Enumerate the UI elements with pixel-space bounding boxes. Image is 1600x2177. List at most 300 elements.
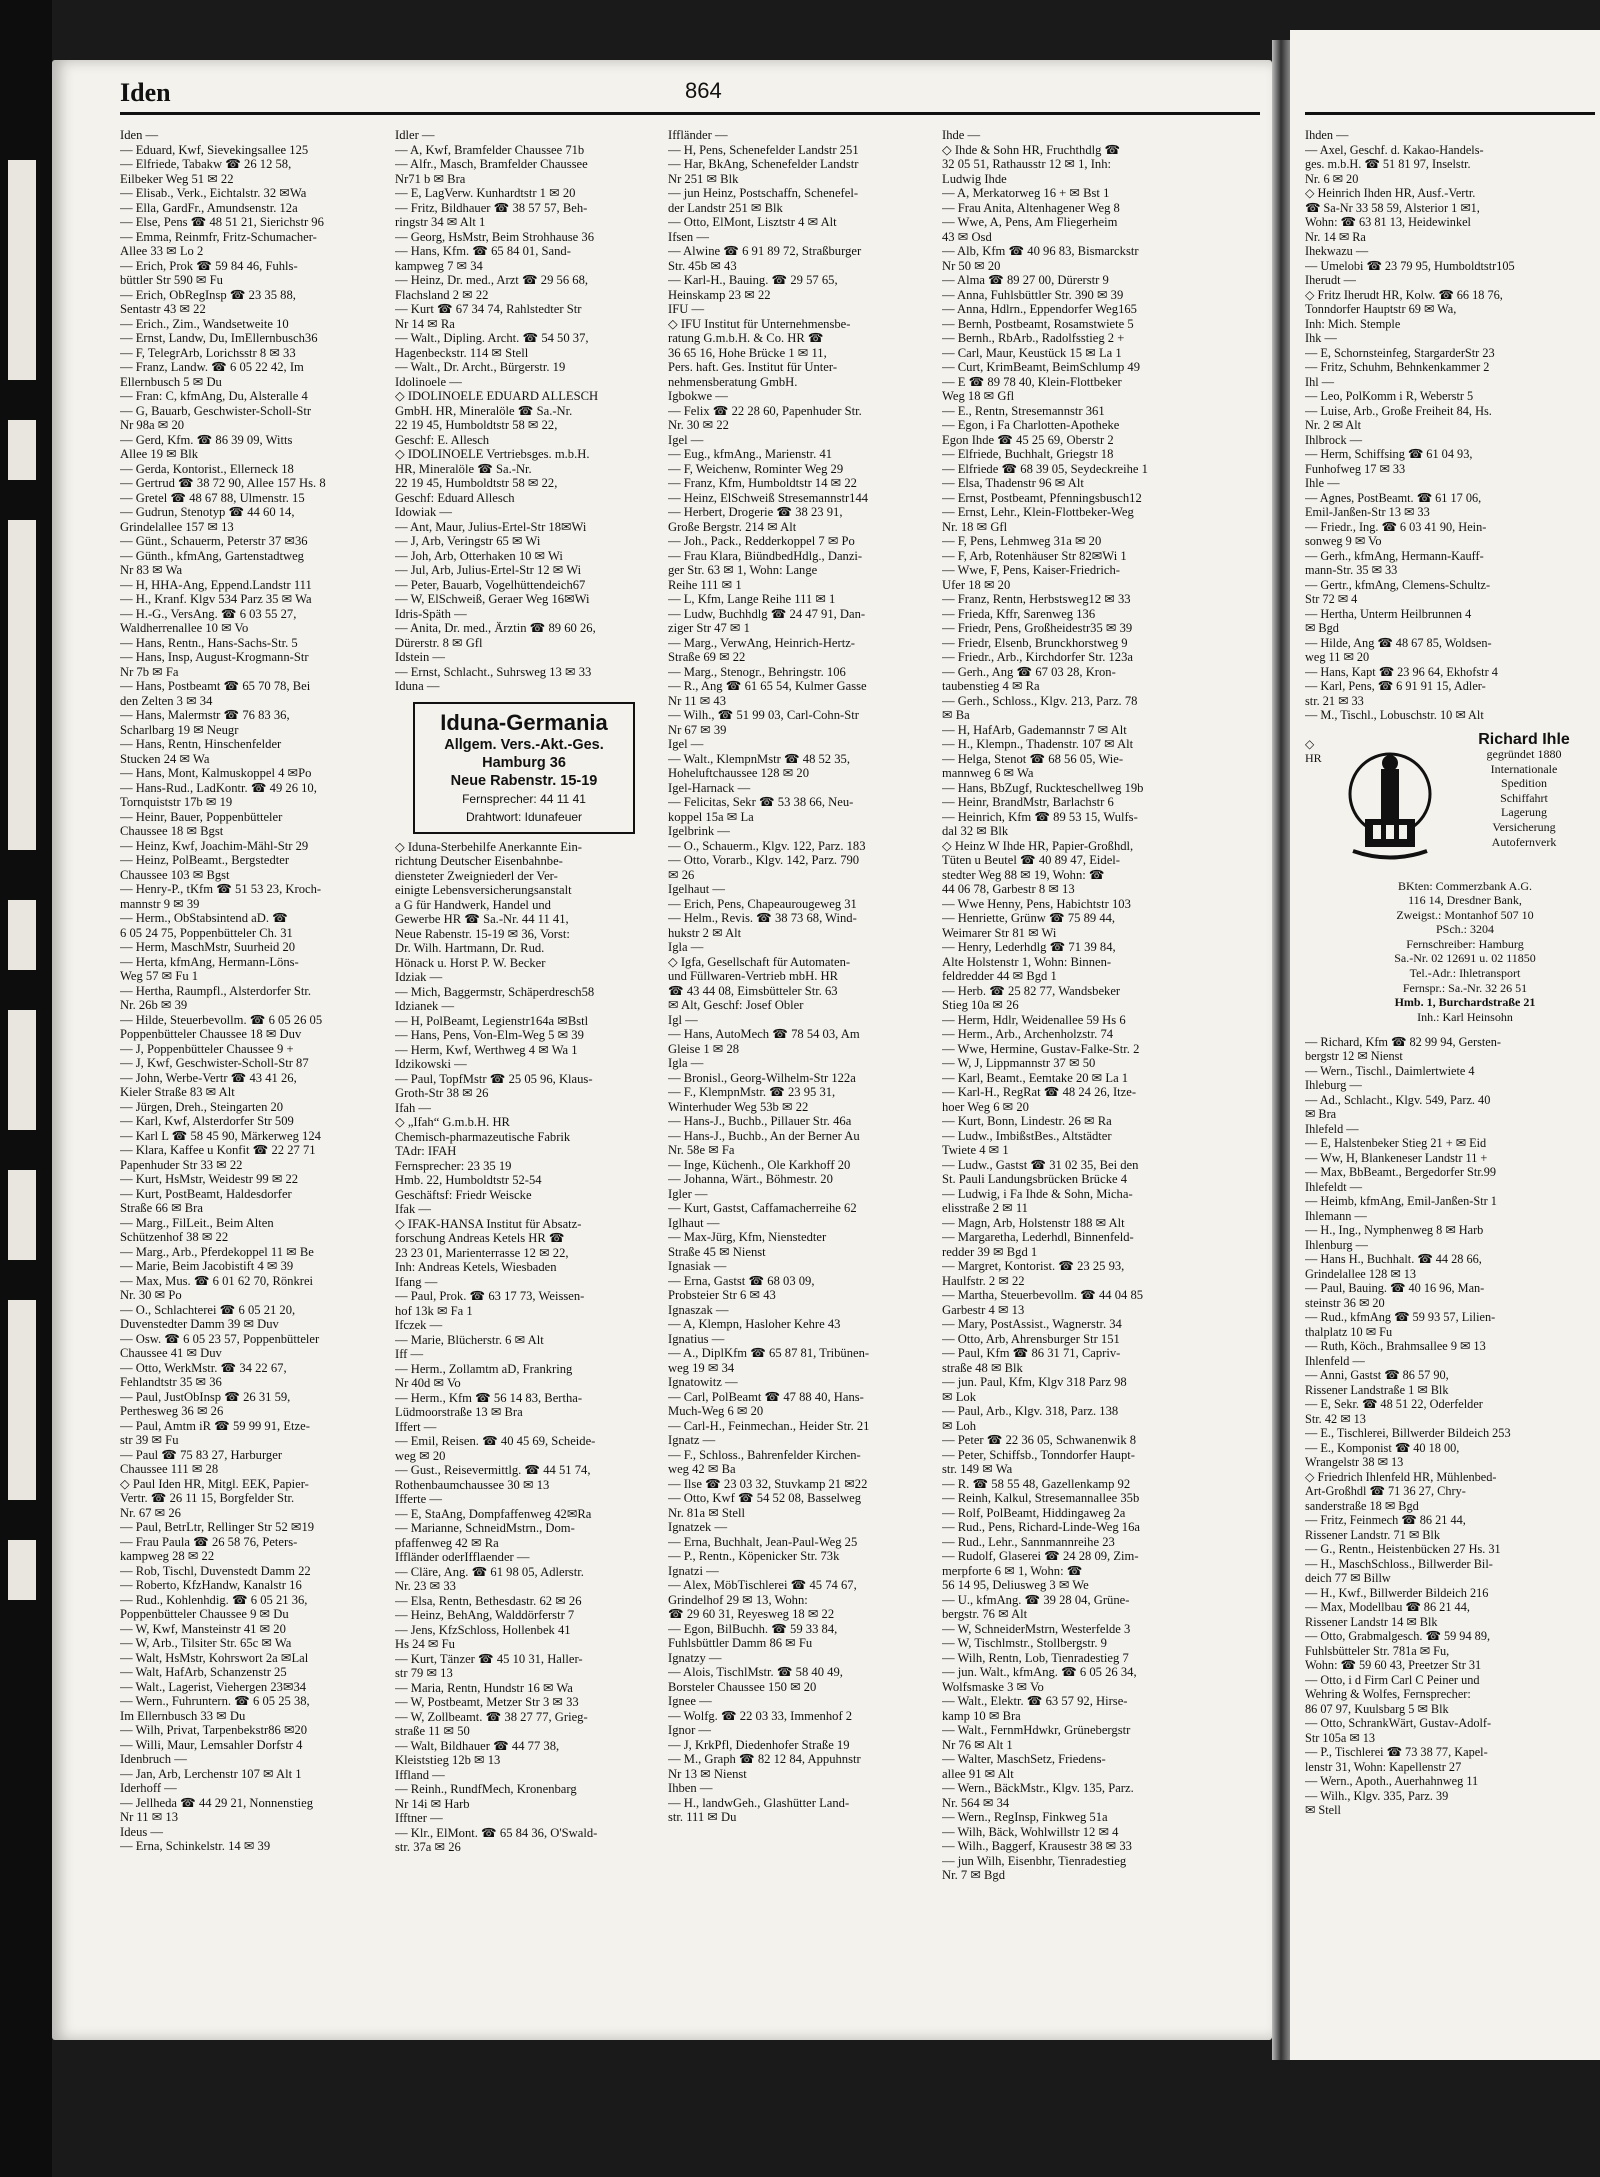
directory-entry: — Franz, Kfm, Humboldtstr 14 ✉ 22 (668, 476, 857, 490)
directory-entry: Eilbeker Weg 51 ✉ 22 (120, 171, 234, 186)
directory-entry: — E., Komponist ☎ 40 18 00, (1305, 1440, 1460, 1455)
directory-entry: — Karl, Kwf, Alsterdorfer Str 509 (120, 1114, 294, 1128)
directory-entry: — Friedr, Pens, Großheidestr35 ✉ 39 (942, 621, 1133, 635)
directory-entry: Fuhlsbüttler Damm 86 ✉ Fu (668, 1636, 813, 1650)
directory-entry: Fuhlsbütteler Str. 781a ✉ Fu, (1305, 1643, 1450, 1658)
directory-entry: Ludwig Ihde (942, 171, 1007, 186)
directory-entry: ges. m.b.H. ☎ 51 81 97, Inselstr. (1305, 157, 1471, 171)
directory-entry: — Helga, Stenot ☎ 68 56 05, Wie- (942, 751, 1124, 766)
directory-entry: Nr 76 ✉ Alt 1 (942, 1737, 1013, 1752)
directory-entry: Nr71 b ✉ Bra (395, 171, 466, 186)
directory-entry: Scharlbarg 19 ✉ Neugr (120, 722, 239, 737)
directory-entry: Igelbrink — (668, 824, 730, 838)
directory-entry: Probsteier Str 6 ✉ 43 (668, 1288, 776, 1302)
directory-entry: — Cläre, Ang. ☎ 61 98 05, Adlerstr. (395, 1564, 584, 1579)
directory-entry: ✉ Loh (942, 1418, 976, 1433)
directory-entry: — Max, Modellbau ☎ 86 21 44, (1305, 1600, 1470, 1614)
directory-entry: Ellernbusch 5 ✉ Du (120, 374, 222, 389)
page-header (120, 78, 1250, 112)
directory-entry: 22 19 45, Humboldtstr 58 ✉ 22, (395, 476, 558, 490)
directory-entry: Nr. 6 ✉ 20 (1305, 171, 1359, 186)
directory-entry: — A, Kwf, Bramfelder Chaussee 71b (395, 142, 585, 157)
directory-entry: — Paul, Arb., Klgv. 318, Parz. 138 (942, 1404, 1119, 1418)
directory-entry: — Max, Mus. ☎ 6 01 62 70, Rönkrei (120, 1273, 314, 1288)
ad-company-name: Richard Ihle (1478, 730, 1570, 748)
directory-entry: — Ernst, Postbeamt, Pfenningsbusch12 (942, 490, 1142, 505)
directory-entry: — Henry, Lederhdlg ☎ 71 39 84, (942, 940, 1116, 954)
directory-entry: — H., MaschSchloss., Billwerder Bil- (1305, 1556, 1493, 1571)
directory-entry: — Fritz, Schuhm, Behnkenkammer 2 (1305, 360, 1490, 374)
ad-phone: Fernsprecher: 44 11 41 (462, 791, 586, 806)
directory-entry: Wolfsmaske 3 ✉ Vo (942, 1679, 1044, 1694)
directory-entry: Nr 7b ✉ Fa (120, 664, 179, 679)
directory-entry: Hs 24 ✉ Fu (395, 1637, 455, 1651)
directory-entry: — Otto, Kwf ☎ 54 52 08, Basselweg (668, 1491, 862, 1505)
directory-entry: Ignee — (668, 1694, 712, 1708)
directory-entry: — Henriette, Grünw ☎ 75 89 44, (942, 911, 1116, 925)
directory-entry: — jun. Walt., kfmAng. ☎ 6 05 26 34, (942, 1665, 1137, 1679)
directory-entry: — Gudrun, Stenotyp ☎ 44 60 14, (120, 505, 295, 519)
directory-entry: — W, Tischlmstr., Stollbergstr. 9 (942, 1636, 1107, 1650)
directory-entry: — Otto, Arb, Ahrensburger Str 151 (942, 1331, 1120, 1346)
directory-entry: — Otto, i d Firm Carl C Peiner und (1305, 1672, 1480, 1687)
directory-entry: bergstr. 76 ✉ Alt (942, 1607, 1028, 1621)
directory-entry: — J, KrkPfl, Diedenhofer Straße 19 (668, 1737, 850, 1752)
directory-entry: — G., Rentn., Heistenbücken 27 Hs. 31 (1305, 1542, 1501, 1556)
ad-bank: BKten: Commerzbank A.G. (1398, 878, 1532, 893)
directory-entry: — Frau Klara, BiündbedHdlg., Danzi- (668, 548, 863, 563)
ad-title: Iduna-Germania (440, 709, 608, 735)
directory-entry: — G, Bauarb, Geschwister-Scholl-Str (120, 403, 312, 418)
directory-entry: Ufer 18 ✉ 20 (942, 577, 1011, 592)
directory-entry: Nr. 67 ✉ 26 (120, 1505, 181, 1520)
ad-bottom-text (1345, 879, 1585, 1025)
directory-entry: — Hans, Rentn., Hans-Sachs-Str. 5 (120, 635, 298, 650)
directory-entry: Idziak — (395, 970, 443, 984)
directory-entry: — R. ☎ 58 55 48, Gazellenkamp 92 (942, 1476, 1131, 1491)
directory-entry: richtung Deutscher Eisenbahnbe- (395, 854, 563, 868)
ad-right-text (1455, 730, 1593, 850)
directory-entry: weg 11 ✉ 20 (1305, 650, 1370, 664)
directory-entry: Ihlefeld — (1305, 1121, 1359, 1136)
directory-entry: mannstr 9 ✉ 39 (120, 896, 200, 911)
directory-entry: — Emma, Reinmfr, Fritz-Schumacher- (120, 229, 317, 244)
directory-entry: der Landstr 251 ✉ Blk (668, 200, 783, 215)
directory-entry: und Füllwaren-Vertrieb mbH. HR (668, 969, 838, 983)
directory-entry: ◇ Ihde & Sohn HR, Fruchthdlg ☎ (942, 142, 1121, 157)
directory-entry: Nr 67 ✉ 39 (668, 722, 727, 737)
directory-entry: Iffland — (395, 1767, 445, 1782)
directory-entry: Iffländer oderIfflaender — (395, 1550, 530, 1564)
directory-entry: — Helm., Revis. ☎ 38 73 68, Wind- (668, 911, 857, 925)
directory-entry: str. 37a ✉ 26 (395, 1840, 461, 1854)
book-gutter (1272, 40, 1290, 2060)
directory-entry: — E, StaAng, Dompfaffenweg 42✉Ra (395, 1506, 592, 1521)
directory-entry: Idenbruch — (120, 1752, 187, 1766)
directory-entry: — W, Arb., Tilsiter Str. 65c ✉ Wa (120, 1636, 292, 1650)
directory-entry: — Gerda, Kontorist., Ellerneck 18 (120, 461, 294, 476)
directory-entry: — Gerh., Schloss., Klgv. 213, Parz. 78 (942, 693, 1138, 708)
directory-entry: kamp 10 ✉ Bra (942, 1708, 1021, 1723)
directory-entry: weg 42 ✉ Ba (668, 1462, 736, 1476)
directory-entry: — Elfriede, Tabakw ☎ 26 12 58, (120, 157, 292, 171)
directory-entry: — Erich, Pens, Chapeaurougeweg 31 (668, 896, 857, 911)
directory-entry: — Marg., VerwAng, Heinrich-Hertz- (668, 635, 855, 650)
directory-entry: — Heinz, BehAng, Walddörferstr 7 (395, 1608, 575, 1622)
ad-telex: Sa.-Nr. 02 12691 u. 02 11850 (1394, 951, 1536, 966)
directory-entry: Tornquiststr 17b ✉ 19 (120, 795, 233, 809)
directory-entry: Nr. 26b ✉ 39 (120, 998, 188, 1012)
directory-entry: Idzianek — (395, 999, 455, 1013)
directory-entry: ☎ 29 60 31, Reyesweg 18 ✉ 22 (668, 1607, 835, 1621)
directory-entry: Ifftner — (395, 1811, 443, 1825)
directory-entry: koppel 15a ✉ La (668, 809, 754, 824)
directory-entry: Lüdmoorstraße 13 ✉ Bra (395, 1405, 523, 1419)
ad-owner: Inh.: Karl Heinsohn (1417, 1009, 1513, 1024)
directory-entry: — H, HafArb, Gademannstr 7 ✉ Alt (942, 722, 1127, 737)
directory-entry: Ignatzy — (668, 1650, 722, 1665)
directory-entry: Straße 45 ✉ Nienst (668, 1244, 766, 1259)
directory-entry: Borsteler Chaussee 150 ✉ 20 (668, 1679, 817, 1694)
directory-entry: Igla — (668, 940, 704, 954)
directory-entry: str 39 ✉ Fu (120, 1433, 179, 1447)
directory-entry: — Bernh., RbArb., Radolfsstieg 2 + (942, 331, 1125, 345)
directory-entry: Idler — (395, 128, 435, 142)
directory-entry: — Wwe, A, Pens, Am Fliegerheim (942, 215, 1118, 229)
directory-entry: — Kurt, HsMstr, Weidestr 99 ✉ 22 (120, 1172, 299, 1186)
directory-entry: — A, Klempn, Hasloher Kehre 43 (668, 1317, 841, 1331)
directory-entry: Ihl — (1305, 374, 1335, 389)
directory-entry: hoer Weg 6 ✉ 20 (942, 1099, 1029, 1114)
directory-entry: — Rob, Tischl, Duvenstedt Damm 22 (120, 1563, 311, 1578)
directory-entry: Papenhuder Str 33 ✉ 22 (120, 1157, 243, 1172)
directory-entry: Fehlandtstr 35 ✉ 36 (120, 1375, 222, 1389)
ad-subtitle: Allgem. Vers.-Akt.-Ges. (444, 736, 604, 753)
directory-entry: Str 72 ✉ 4 (1305, 592, 1358, 606)
directory-entry: — Hertha, Unterm Heilbrunnen 4 (1305, 606, 1472, 621)
directory-entry: ✉ Bgd (1305, 621, 1339, 635)
directory-entry: — Klara, Kaffee u Konfit ☎ 22 27 71 (120, 1143, 316, 1157)
ad-line: Versicherung (1492, 820, 1556, 835)
directory-entry: — Heinrich, Kfm ☎ 89 53 15, Wulfs- (942, 809, 1138, 824)
directory-entry: Nr. 81a ✉ Stell (668, 1505, 746, 1520)
directory-entry: — Reinh, Kalkul, Stresemannallee 35b (942, 1491, 1140, 1505)
directory-entry: weg 19 ✉ 34 (668, 1360, 735, 1375)
directory-entry: — Elisab., Verk., Eichtalstr. 32 ✉Wa (120, 186, 307, 200)
directory-entry: — Ernst, Landw, Du, ImEllernbusch36 (120, 331, 318, 345)
directory-entry: — Frau Paula ☎ 26 58 76, Peters- (120, 1534, 298, 1549)
directory-entry: weg ✉ 20 (395, 1448, 446, 1463)
directory-entry: ☎ Sa-Nr 33 58 59, Alsterior 1 ✉1, (1305, 200, 1480, 215)
directory-entry: — Paul, JustObInsp ☎ 26 31 59, (120, 1389, 291, 1404)
directory-entry: Nr 14 ✉ Ra (395, 316, 455, 331)
directory-entry: taubenstieg 4 ✉ Ra (942, 679, 1040, 693)
directory-entry: — Herm, Hdlr, Weidenallee 59 Hs 6 (942, 1012, 1126, 1027)
directory-entry: Nr 50 ✉ 20 (942, 258, 1001, 273)
directory-entry: — Felix ☎ 22 28 60, Papenhuder Str. (668, 403, 862, 418)
ad-marker: ◇ HR (1305, 736, 1322, 765)
directory-entry: ger Str. 63 ✉ 1, Wohn: Lange (668, 563, 818, 577)
directory-entry: — Hans, BbZugf, Ruckteschellweg 19b (942, 780, 1144, 795)
directory-entry: — Walt, HafArb, Schanzenstr 25 (120, 1665, 287, 1679)
directory-entry: forschung Andreas Ketels HR ☎ (395, 1231, 565, 1245)
directory-entry: — Wilh., Baggerf, Krausestr 38 ✉ 33 (942, 1839, 1132, 1853)
directory-entry: ziger Str 47 ✉ 1 (668, 621, 750, 635)
directory-entry: Nr 11 ✉ 13 (120, 1810, 179, 1824)
directory-entry: Ifah — (395, 1100, 432, 1115)
ship-logo-icon (1335, 739, 1445, 869)
directory-entry: — W, J, Lippmannstr 37 ✉ 50 (942, 1056, 1096, 1070)
directory-entry: — Elsa, Rentn, Bethesdastr. 62 ✉ 26 (395, 1593, 582, 1608)
directory-entry: — Erna, Buchhalt, Jean-Paul-Weg 25 (668, 1534, 858, 1549)
directory-entry: — Gertr., kfmAng, Clemens-Schultz- (1305, 577, 1491, 592)
directory-entry: Ignatzi — (668, 1563, 719, 1578)
directory-entry: kampweg 7 ✉ 34 (395, 258, 483, 273)
directory-entry: — H, PolBeamt, Legienstr164a ✉Bstl (395, 1013, 589, 1028)
directory-entry: Ihlbrock — (1305, 432, 1363, 447)
directory-entry: — H., Klempn., Thadenstr. 107 ✉ Alt (942, 737, 1134, 751)
directory-entry: — Hans, Postbeamt ☎ 65 70 78, Bei (120, 679, 311, 693)
directory-entry: Igel-Harnack — (668, 780, 751, 795)
directory-entry: str. 149 ✉ Wa (942, 1462, 1013, 1476)
directory-entry: — Egon, i Fa Charlotten-Apotheke (942, 418, 1120, 432)
directory-entry: Idris-Späth — (395, 606, 467, 621)
directory-entry: ◇ Paul Iden HR, Mitgl. EEK, Papier- (120, 1476, 309, 1491)
directory-entry: — Herm, MaschMstr, Suurheid 20 (120, 940, 296, 954)
directory-entry: — Herta, kfmAng, Hermann-Löns- (120, 954, 299, 969)
directory-entry: diensteter Zweigniederl der Ver- (395, 868, 558, 883)
directory-entry: Weg 18 ✉ Gfl (942, 389, 1015, 403)
directory-entry: — Günth., kfmAng, Gartenstadtweg (120, 548, 304, 563)
directory-entry: — Egon, BilBuchh. ☎ 59 33 84, (668, 1621, 838, 1636)
directory-column-3 (668, 128, 930, 1825)
directory-entry: — Frau Anita, Altenhagener Weg 8 (942, 200, 1120, 215)
directory-entry: redder 39 ✉ Bgd 1 (942, 1244, 1038, 1259)
directory-entry: Wehring & Wolfes, Fernsprecher: (1305, 1687, 1471, 1701)
directory-entry: Inh: Andreas Ketels, Wiesbaden (395, 1260, 557, 1274)
directory-entry: — Har, BkAng, Schenefelder Landstr (668, 157, 859, 171)
directory-entry: — Heimb, kfmAng, Emil-Janßen-Str 1 (1305, 1194, 1497, 1208)
directory-entry: ✉ Bra (1305, 1107, 1337, 1121)
directory-entry: — Erna, Gastst ☎ 68 03 09, (668, 1273, 815, 1288)
directory-entry: Iffländer — (668, 128, 728, 142)
directory-entry: — Wilh., Klgv. 335, Parz. 39 (1305, 1788, 1449, 1803)
directory-entry: — Hans H., Buchhalt. ☎ 44 28 66, (1305, 1252, 1482, 1266)
directory-entry: — Walt., Lagerist, Viehergen 23✉34 (120, 1679, 307, 1694)
directory-entry: merpforte 6 ✉ 1, Wohn: ☎ (942, 1563, 1083, 1578)
directory-entry: — H., Kranf. Klgv 534 Parz 35 ✉ Wa (120, 592, 312, 606)
directory-entry: ◇ Fritz Iherudt HR, Kolw. ☎ 66 18 76, (1305, 287, 1503, 302)
directory-entry: — Heinr, Bauer, Poppenbütteler (120, 809, 283, 824)
directory-entry: — Paul, BetrLtr, Rellinger Str 52 ✉19 (120, 1520, 315, 1534)
directory-entry: Ihben — (668, 1781, 713, 1795)
directory-entry: — Joh, Arb, Otterhaken 10 ✉ Wi (395, 548, 563, 563)
directory-entry: — Franz, Rentn, Herbstsweg12 ✉ 33 (942, 592, 1131, 606)
directory-entry: — Rud., kfmAng ☎ 59 93 57, Lilien- (1305, 1310, 1496, 1324)
directory-entry: Ihekwazu — (1305, 244, 1369, 258)
directory-entry: — Friedr., Arb., Kirchdorfer Str. 123a (942, 650, 1133, 664)
page-number: 864 (685, 78, 722, 103)
directory-entry: Tüten u Beutel ☎ 40 89 47, Eidel- (942, 853, 1120, 867)
directory-entry: straße 48 ✉ Blk (942, 1360, 1023, 1375)
directory-entry: — Marg., FilLeit., Beim Alten (120, 1215, 274, 1230)
directory-entry: — Paul, Prok. ☎ 63 17 73, Weissen- (395, 1289, 585, 1303)
directory-entry: — E, Schornsteinfeg, StargarderStr 23 (1305, 345, 1495, 360)
directory-entry: — Willi, Maur, Lemsahler Dorfstr 4 (120, 1737, 303, 1752)
directory-entry: — E, Sekr. ☎ 48 51 22, Oderfelder (1305, 1397, 1483, 1411)
directory-entry: — Heinr, BrandMstr, Barlachstr 6 (942, 795, 1114, 809)
directory-entry: Ideus — (120, 1824, 164, 1839)
directory-entry: — Joh., Pack., Redderkoppel 7 ✉ Po (668, 534, 855, 548)
directory-entry: — Jul, Arb, Julius-Ertel-Str 12 ✉ Wi (395, 563, 582, 577)
directory-entry: ◇ IFU Institut für Unternehmensbe- (668, 316, 851, 331)
directory-entry: — Kurt, PostBeamt, Haldesdorfer (120, 1186, 292, 1201)
directory-entry: Straße 69 ✉ 22 (668, 650, 746, 664)
directory-entry: — Heinz, PolBeamt., Bergstedter (120, 853, 290, 867)
directory-entry: Dürerstr. 8 ✉ Gfl (395, 635, 483, 650)
directory-entry: Alte Holstenstr 1, Wohn: Binnen- (942, 954, 1112, 969)
ad-telegram: Drahtwort: Idunafeuer (465, 809, 583, 824)
directory-entry: Igl — (668, 1012, 698, 1027)
directory-entry: Iduna — (395, 679, 440, 693)
directory-entry: — Carl, Maur, Keustück 15 ✉ La 1 (942, 345, 1122, 360)
directory-entry: — W, SchneiderMstrn, Westerfelde 3 (942, 1621, 1131, 1636)
directory-entry: — Karl L ☎ 58 45 90, Märkerweg 124 (120, 1128, 321, 1143)
directory-entry: — Max, BbBeamt., Bergedorfer Str.99 (1305, 1165, 1497, 1179)
directory-entry: — J, Kwf, Geschwister-Scholl-Str 87 (120, 1056, 309, 1070)
directory-entry: ☎ 43 44 08, Eimsbütteler Str. 63 (668, 983, 838, 998)
directory-entry: Nr 40d ✉ Vo (395, 1376, 461, 1390)
directory-entry: Straße 66 ✉ Bra (120, 1201, 203, 1215)
directory-entry: Haulfstr. 2 ✉ 22 (942, 1273, 1025, 1288)
directory-entry: — Wilh, Bäck, Wohlwillstr 12 ✉ 4 (942, 1824, 1119, 1839)
directory-entry: — W, ElSchweiß, Geraer Weg 16✉Wi (395, 592, 590, 606)
directory-entry: Perthesweg 36 ✉ 26 (120, 1404, 224, 1418)
directory-entry: 44 06 78, Garbestr 8 ✉ 13 (942, 882, 1075, 896)
directory-entry: Chaussee 18 ✉ Bgst (120, 824, 224, 838)
directory-entry: Str 105a ✉ 13 (1305, 1730, 1376, 1745)
directory-entry: Waldherrenallee 10 ✉ Vo (120, 621, 249, 635)
directory-entry: — Inge, Küchenh., Ole Karkhoff 20 (668, 1157, 851, 1172)
directory-entry: Nr. 564 ✉ 34 (942, 1795, 1010, 1810)
directory-entry: — Karl, Beamt., Eemtake 20 ✉ La 1 (942, 1070, 1129, 1085)
directory-entry: Chaussee 103 ✉ Bgst (120, 867, 230, 882)
directory-entry: Ihlenfeld — (1305, 1353, 1365, 1368)
directory-entry: Duvenstedter Damm 39 ✉ Duv (120, 1317, 279, 1331)
directory-entry: — P., Tischlerei ☎ 73 38 77, Kapel- (1305, 1745, 1488, 1759)
directory-entry: — Ludwig, i Fa Ihde & Sohn, Micha- (942, 1186, 1133, 1201)
directory-entry: — Paul, Bauing. ☎ 40 16 96, Man- (1305, 1281, 1485, 1295)
directory-entry: Nr. 30 ✉ Po (120, 1288, 182, 1302)
directory-entry: — Wwe, Hermine, Gustav-Falke-Str. 2 (942, 1041, 1140, 1056)
ad-bank: Zweigst.: Montanhof 507 10 (1396, 907, 1534, 922)
directory-entry: Idstein — (395, 650, 446, 664)
directory-entry: 22 19 45, Humboldtstr 58 ✉ 22, (395, 418, 558, 432)
directory-entry: — W, Postbeamt, Metzer Str 3 ✉ 33 (395, 1695, 579, 1709)
directory-entry: — Curt, KrimBeamt, BeimSchlump 49 (942, 360, 1140, 374)
directory-entry: Ifczek — (395, 1318, 443, 1332)
directory-entry: — Bernh, Postbeamt, Rosamstwiete 5 (942, 316, 1134, 331)
directory-entry: Iherudt — (1305, 273, 1356, 287)
directory-entry: 6 05 24 75, Poppenbütteler Ch. 31 (120, 925, 293, 940)
directory-entry: Igla — (668, 1056, 704, 1070)
directory-entry: — Axel, Geschf. d. Kakao-Handels- (1305, 142, 1484, 157)
directory-entry: — Ella, GardFr., Amundsenstr. 12a (120, 200, 298, 215)
directory-column-1 (120, 128, 382, 1854)
directory-entry: — Walt., FernmHdwkr, Grünebergstr (942, 1723, 1131, 1737)
directory-entry: ◇ IFAK-HANSA Institut für Absatz- (395, 1216, 582, 1231)
directory-entry: — Gretel ☎ 48 67 88, Ulmenstr. 15 (120, 490, 305, 505)
directory-entry: — Friedr., Ing. ☎ 6 03 41 90, Hein- (1305, 519, 1487, 534)
directory-entry: sanderstraße 18 ✉ Bgd (1305, 1498, 1419, 1513)
directory-entry: thalplatz 10 ✉ Fu (1305, 1324, 1393, 1339)
directory-entry: — Herm., ObStabsintend aD. ☎ (120, 911, 288, 925)
directory-entry: ◇ Igfa, Gesellschaft für Automaten- (668, 954, 851, 969)
directory-entry: — Alfr., Masch, Bramfelder Chaussee (395, 157, 588, 171)
directory-entry: — U., kfmAng. ☎ 39 28 04, Grüne- (942, 1592, 1130, 1607)
directory-entry: — Günt., Schauerm, Peterstr 37 ✉36 (120, 534, 308, 548)
directory-entry: pfaffenweg 42 ✉ Ra (395, 1535, 499, 1550)
directory-entry: — Hans, Pens, Von-Elm-Weg 5 ✉ 39 (395, 1028, 584, 1042)
directory-entry: — Wilh., ☎ 51 99 03, Carl-Cohn-Str (668, 708, 859, 722)
directory-entry: — Herm., Arb., Archenholzstr. 74 (942, 1027, 1114, 1041)
directory-column-4 (942, 128, 1222, 1883)
directory-entry: Chaussee 41 ✉ Duv (120, 1346, 222, 1360)
directory-entry: — Marianne, SchneidMstrn., Dom- (395, 1521, 575, 1535)
directory-entry: — Hans-J., Buchb., An der Berner Au (668, 1128, 860, 1143)
directory-entry: — Peter ☎ 22 36 05, Schwanenwik 8 (942, 1433, 1137, 1447)
directory-entry: — Frieda, Kffr, Sarenweg 136 (942, 606, 1096, 621)
directory-entry: — H.-G., VersAng. ☎ 6 03 55 27, (120, 606, 297, 621)
directory-entry: — Martha, Steuerbevollm. ☎ 44 04 85 (942, 1288, 1144, 1302)
directory-entry: — Herm., Zollamtm aD, Frankring (395, 1361, 573, 1376)
directory-entry: — Marg., Arb., Pferdekoppel 11 ✉ Be (120, 1244, 314, 1259)
directory-entry: Chemisch-pharmazeutische Fabrik (395, 1129, 571, 1144)
directory-entry: ✉ Stell (1305, 1803, 1341, 1817)
directory-entry: — Mary, PostAssist., Wagnerstr. 34 (942, 1317, 1122, 1331)
directory-entry: dal 32 ✉ Blk (942, 824, 1009, 838)
directory-entry: deich 77 ✉ Billw (1305, 1571, 1391, 1585)
ad-line: Autofernverk (1491, 834, 1557, 849)
directory-entry: — Wwe, F, Pens, Kaiser-Friedrich- (942, 563, 1120, 577)
directory-entry: — Wern., Fuhruntern. ☎ 6 05 25 38, (120, 1694, 310, 1708)
directory-entry: — Erich, Prok ☎ 59 84 46, Fuhls- (120, 258, 298, 273)
directory-entry: — Herm., Kfm ☎ 56 14 83, Bertha- (395, 1390, 583, 1405)
directory-entry: — Max-Jürg, Kfm, Nienstedter (668, 1230, 827, 1244)
directory-entry: bergstr 12 ✉ Nienst (1305, 1049, 1403, 1063)
directory-entry: — Marg., Stenogr., Behringstr. 106 (668, 664, 846, 679)
directory-entry: Weimarer Str 81 ✉ Wi (942, 925, 1057, 940)
directory-entry: Nr 98a ✉ 20 (120, 418, 185, 432)
directory-entry: — Alwine ☎ 6 91 89 72, Straßburger (668, 244, 862, 258)
directory-entry: Winterhuder Weg 53b ✉ 22 (668, 1099, 809, 1114)
directory-entry: — Kurt, Tänzer ☎ 45 10 31, Haller- (395, 1651, 583, 1666)
directory-entry: Ignatius — (668, 1331, 725, 1346)
directory-entry: Nr. 58e ✉ Fa (668, 1143, 735, 1157)
directory-entry: hukstr 2 ✉ Alt (668, 925, 742, 940)
directory-entry: — Peter, Bauarb, Vogelhüttendeich67 (395, 577, 586, 592)
directory-entry: Nr 11 ✉ 43 (668, 693, 727, 708)
directory-entry: str. 111 ✉ Du (668, 1810, 737, 1824)
directory-entry: — Walt., Elektr. ☎ 63 57 92, Hirse- (942, 1694, 1128, 1708)
directory-entry: Grindelallee 128 ✉ 13 (1305, 1266, 1417, 1281)
directory-entry: — Erna, Schinkelstr. 14 ✉ 39 (120, 1839, 271, 1853)
directory-entry: Nr. 14 ✉ Ra (1305, 229, 1366, 244)
directory-entry: — Richard, Kfm ☎ 82 99 94, Gersten- (1305, 1034, 1501, 1049)
directory-entry: Idzikowski — (395, 1057, 467, 1071)
directory-entry: — Karl-H., RegRat ☎ 48 24 26, Itze- (942, 1085, 1137, 1099)
directory-entry: Egon Ihde ☎ 45 25 69, Oberstr 2 (942, 432, 1114, 447)
